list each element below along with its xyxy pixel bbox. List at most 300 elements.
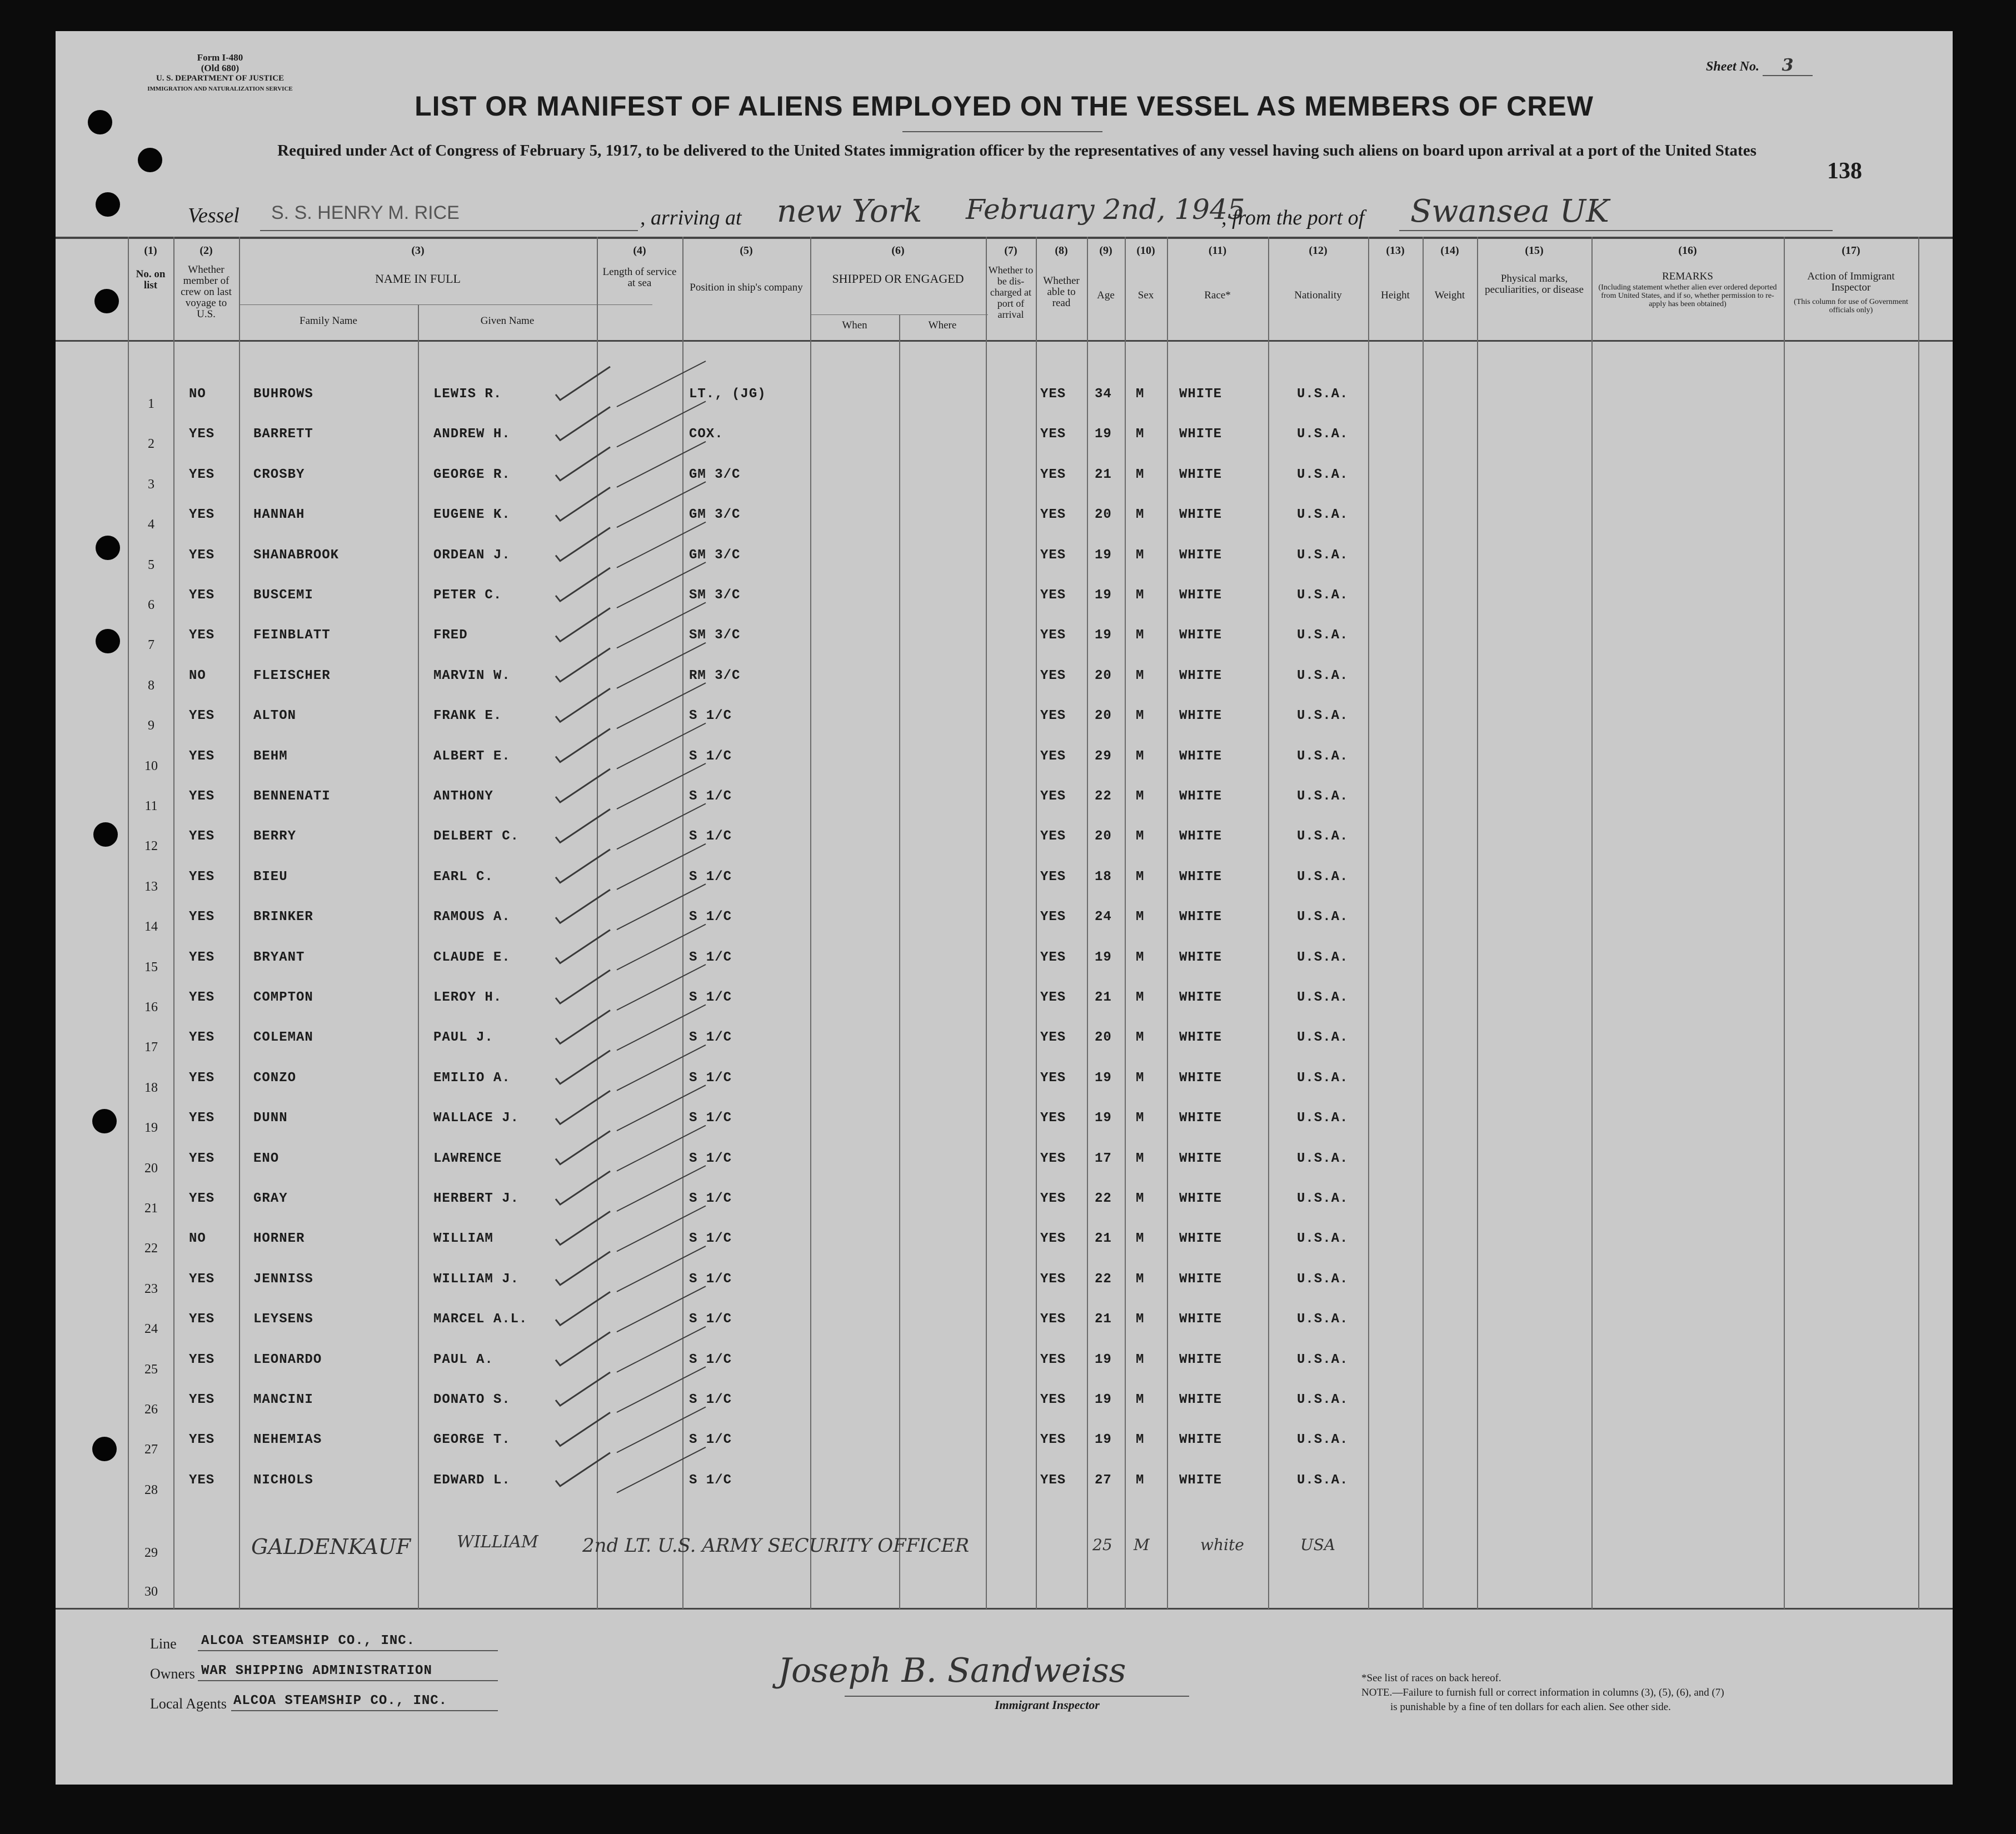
cell-position: S 1/C [689, 1432, 732, 1448]
cell-race: WHITE [1179, 748, 1222, 764]
col-num-3: (3) [411, 244, 425, 257]
cell-last-voyage: NO [189, 668, 206, 683]
cell-read: YES [1040, 1191, 1066, 1206]
service-slash [617, 562, 706, 608]
service-slash [617, 522, 706, 568]
cell-race: WHITE [1179, 1030, 1222, 1046]
cell-last-voyage: YES [189, 1392, 215, 1407]
col-head-read: Whether able to read [1043, 275, 1080, 309]
row-number: 11 [144, 799, 158, 813]
cell-family-name: JENNISS [253, 1271, 313, 1287]
cell-read: YES [1040, 1312, 1066, 1327]
check-mark [556, 487, 610, 521]
cell-position: S 1/C [689, 708, 732, 724]
col-head-age: Age [1097, 289, 1115, 301]
cell-age: 20 [1095, 829, 1112, 844]
cell-position: GM 3/C [689, 507, 741, 523]
cell-given-name: EMILIO A. [433, 1070, 511, 1086]
binder-hole [92, 1109, 117, 1133]
cell-read: YES [1040, 1352, 1066, 1367]
service-slash [617, 482, 706, 527]
cell-last-voyage: YES [189, 1352, 215, 1367]
cell-age: 18 [1095, 869, 1112, 884]
col-head-discharged: Whether to be dis-charged at port of arrival [988, 264, 1034, 320]
cell-sex: M [1136, 909, 1145, 925]
col-head-given: Given Name [480, 315, 535, 327]
row29-race: white [1200, 1536, 1244, 1554]
col-head-action-note: (This column for use of Government officials only) [1794, 298, 1908, 314]
row-number: 28 [144, 1482, 158, 1497]
cell-sex: M [1136, 748, 1145, 764]
cell-age: 17 [1095, 1151, 1112, 1166]
col-num-9: (9) [1099, 244, 1112, 257]
row-number: 16 [144, 1000, 158, 1015]
cell-position: S 1/C [689, 1271, 732, 1287]
cell-age: 19 [1095, 1070, 1112, 1086]
service-slash [617, 1126, 706, 1171]
col-num-4: (4) [633, 244, 646, 257]
col-num-13: (13) [1386, 244, 1405, 257]
line-underline [198, 1650, 498, 1651]
cell-nationality: U.S.A. [1297, 1111, 1349, 1126]
line-value: ALCOA STEAMSHIP CO., INC. [201, 1633, 416, 1648]
cell-race: WHITE [1179, 1392, 1222, 1407]
row-number: 20 [144, 1161, 158, 1176]
cell-age: 22 [1095, 1191, 1112, 1206]
cell-race: WHITE [1179, 427, 1222, 442]
binder-hole [96, 536, 120, 560]
arrival-port: new York [777, 193, 922, 229]
row29-given: WILLIAM [457, 1532, 538, 1552]
row29-position: 2nd LT. U.S. ARMY SECURITY OFFICER [582, 1535, 970, 1557]
cell-given-name: DELBERT C. [433, 829, 520, 844]
check-mark [556, 1372, 610, 1406]
cell-nationality: U.S.A. [1297, 1030, 1349, 1046]
cell-family-name: FEINBLATT [253, 628, 331, 643]
cell-position: S 1/C [689, 1312, 732, 1327]
line-label: Line [150, 1636, 177, 1652]
cell-sex: M [1136, 1151, 1145, 1166]
col-num-10: (10) [1136, 244, 1155, 257]
cell-nationality: U.S.A. [1297, 1231, 1349, 1247]
cell-nationality: U.S.A. [1297, 1191, 1349, 1206]
cell-sex: M [1136, 1432, 1145, 1448]
col-head-nationality: Nationality [1294, 289, 1342, 301]
cell-last-voyage: YES [189, 1472, 215, 1488]
cell-age: 19 [1095, 1392, 1112, 1407]
cell-position: GM 3/C [689, 467, 741, 482]
inspector-signature: Joseph B. Sandweiss [778, 1651, 1126, 1690]
cell-nationality: U.S.A. [1297, 1151, 1349, 1166]
cell-nationality: U.S.A. [1297, 869, 1349, 884]
service-slash [617, 1085, 706, 1131]
col-head-name: NAME IN FULL [375, 272, 461, 286]
cell-family-name: BIEU [253, 869, 288, 884]
col-head-remarks: REMARKS [1662, 271, 1713, 282]
col-head-physical: Physical marks, peculiarities, or disease [1485, 273, 1584, 296]
cell-nationality: U.S.A. [1297, 387, 1349, 402]
row-number: 6 [148, 598, 154, 612]
cell-given-name: WILLIAM J. [433, 1271, 520, 1287]
row-number: 4 [148, 517, 154, 532]
cell-nationality: U.S.A. [1297, 950, 1349, 965]
inspector-label: Immigrant Inspector [995, 1698, 1100, 1712]
binder-hole [96, 192, 120, 217]
cell-race: WHITE [1179, 1312, 1222, 1327]
cell-position: S 1/C [689, 789, 732, 804]
col-num-2: (2) [199, 244, 213, 257]
check-mark [556, 1453, 610, 1486]
cell-sex: M [1136, 1070, 1145, 1086]
cell-last-voyage: YES [189, 1111, 215, 1126]
row-number: 12 [144, 839, 158, 854]
cell-sex: M [1136, 708, 1145, 724]
cell-age: 21 [1095, 467, 1112, 482]
cell-last-voyage: YES [189, 1191, 215, 1206]
check-mark [556, 648, 610, 682]
cell-last-voyage: NO [189, 387, 206, 402]
cell-given-name: LEWIS R. [433, 387, 502, 402]
cell-age: 22 [1095, 789, 1112, 804]
col-head-no: No. on list [136, 268, 166, 291]
cell-family-name: BUSCEMI [253, 588, 313, 603]
cell-read: YES [1040, 869, 1066, 884]
manifest-sheet [56, 31, 1953, 1785]
service-slash [617, 401, 706, 447]
cell-sex: M [1136, 1111, 1145, 1126]
service-slash [617, 442, 706, 487]
agents-value: ALCOA STEAMSHIP CO., INC. [233, 1693, 448, 1708]
note-failure: NOTE.—Failure to furnish full or correct information in columns (3), (5), (6), and (7) [1361, 1687, 1724, 1698]
cell-race: WHITE [1179, 1191, 1222, 1206]
cell-age: 19 [1095, 547, 1112, 563]
cell-position: S 1/C [689, 990, 732, 1005]
cell-age: 20 [1095, 1030, 1112, 1046]
cell-position: S 1/C [689, 1151, 732, 1166]
cell-position: S 1/C [689, 1352, 732, 1367]
service-slash [617, 1327, 706, 1372]
cell-family-name: LEONARDO [253, 1352, 322, 1367]
check-mark [556, 407, 610, 440]
cell-age: 19 [1095, 1352, 1112, 1367]
service-slash [617, 1367, 706, 1412]
col-head-race: Race* [1204, 289, 1231, 301]
owners-value: WAR SHIPPING ADMINISTRATION [201, 1663, 432, 1678]
stamp-number: 138 [1827, 158, 1862, 184]
check-mark [556, 568, 610, 601]
col-num-12: (12) [1309, 244, 1328, 257]
cell-race: WHITE [1179, 628, 1222, 643]
binder-hole [92, 1437, 117, 1461]
cell-family-name: HANNAH [253, 507, 305, 523]
cell-read: YES [1040, 909, 1066, 925]
cell-position: S 1/C [689, 1472, 732, 1488]
col-num-11: (11) [1208, 244, 1227, 257]
cell-read: YES [1040, 708, 1066, 724]
row-number: 25 [144, 1362, 158, 1377]
footer-agents [150, 1633, 817, 1725]
vessel-label: Vessel [188, 204, 239, 227]
cell-last-voyage: YES [189, 909, 215, 925]
col-head-where: Where [928, 319, 957, 331]
col-head-height: Height [1381, 289, 1410, 301]
service-slash [617, 925, 706, 970]
cell-nationality: U.S.A. [1297, 427, 1349, 442]
check-mark [556, 608, 610, 641]
col-head-last-voyage: Whether member of crew on last voyage to U.S. [181, 264, 232, 320]
cell-race: WHITE [1179, 507, 1222, 523]
cell-position: S 1/C [689, 909, 732, 925]
cell-given-name: PETER C. [433, 588, 502, 603]
cell-position: S 1/C [689, 950, 732, 965]
cell-sex: M [1136, 427, 1145, 442]
cell-nationality: U.S.A. [1297, 507, 1349, 523]
cell-nationality: U.S.A. [1297, 547, 1349, 563]
note-fine: is punishable by a fine of ten dollars for each alien. See other side. [1390, 1701, 1671, 1713]
cell-given-name: RAMOUS A. [433, 909, 511, 925]
owners-underline [198, 1680, 498, 1681]
cell-family-name: CONZO [253, 1070, 297, 1086]
cell-position: RM 3/C [689, 668, 741, 683]
cell-last-voyage: YES [189, 708, 215, 724]
cell-read: YES [1040, 387, 1066, 402]
service-slash [617, 361, 706, 407]
cell-race: WHITE [1179, 1432, 1222, 1448]
cell-read: YES [1040, 1432, 1066, 1448]
page-subtitle: Required under Act of Congress of February 5, 1917, to be delivered to the United States immigration officer by the representatives of any vessel having such aliens on board upon arrival at a port of the United States [277, 142, 1756, 159]
row29-nationality: USA [1300, 1536, 1335, 1554]
cell-race: WHITE [1179, 387, 1222, 402]
cell-sex: M [1136, 950, 1145, 965]
cell-nationality: U.S.A. [1297, 789, 1349, 804]
from-port-label: , from the port of [1221, 206, 1365, 229]
row-number: 18 [144, 1080, 158, 1095]
cell-family-name: COLEMAN [253, 1030, 313, 1046]
cell-family-name: BUHROWS [253, 387, 313, 402]
vessel-name: S. S. HENRY M. RICE [271, 202, 460, 223]
row-number: 27 [144, 1442, 158, 1457]
cell-sex: M [1136, 1472, 1145, 1488]
cell-sex: M [1136, 387, 1145, 402]
cell-given-name: ANDREW H. [433, 427, 511, 442]
service-slash [617, 844, 706, 889]
cell-race: WHITE [1179, 950, 1222, 965]
cell-sex: M [1136, 1271, 1145, 1287]
check-mark [556, 447, 610, 481]
row29-age: 25 [1092, 1536, 1112, 1554]
cell-age: 20 [1095, 668, 1112, 683]
col-num-16: (16) [1678, 244, 1697, 257]
binder-hole [88, 110, 112, 134]
cell-age: 19 [1095, 1432, 1112, 1448]
cell-read: YES [1040, 1070, 1066, 1086]
row-number: 7 [148, 638, 154, 653]
service-slash [617, 1407, 706, 1452]
service-slash [617, 1286, 706, 1332]
row-number-30: 30 [144, 1585, 158, 1599]
cell-given-name: WILLIAM [433, 1231, 493, 1247]
cell-sex: M [1136, 1312, 1145, 1327]
check-mark [556, 688, 610, 722]
cell-last-voyage: YES [189, 789, 215, 804]
binder-hole [138, 148, 162, 172]
cell-read: YES [1040, 668, 1066, 683]
cell-age: 19 [1095, 950, 1112, 965]
cell-sex: M [1136, 1231, 1145, 1247]
footer-notes [1361, 1671, 1895, 1715]
cell-read: YES [1040, 507, 1066, 523]
cell-read: YES [1040, 789, 1066, 804]
cell-position: S 1/C [689, 1070, 732, 1086]
cell-nationality: U.S.A. [1297, 668, 1349, 683]
cell-last-voyage: YES [189, 990, 215, 1005]
row-number: 1 [148, 397, 154, 411]
service-slash [617, 1246, 706, 1292]
cell-nationality: U.S.A. [1297, 909, 1349, 925]
cell-sex: M [1136, 869, 1145, 884]
cell-last-voyage: YES [189, 1271, 215, 1287]
cell-race: WHITE [1179, 547, 1222, 563]
service-slash [617, 683, 706, 728]
cell-race: WHITE [1179, 829, 1222, 844]
cell-sex: M [1136, 789, 1145, 804]
cell-given-name: ORDEAN J. [433, 547, 511, 563]
cell-family-name: NEHEMIAS [253, 1432, 322, 1448]
cell-last-voyage: YES [189, 950, 215, 965]
cell-age: 20 [1095, 507, 1112, 523]
cell-read: YES [1040, 1111, 1066, 1126]
note-races: *See list of races on back hereof. [1361, 1672, 1501, 1684]
check-mark [556, 1091, 610, 1124]
cell-given-name: PAUL A. [433, 1352, 493, 1367]
agents-label: Local Agents [150, 1696, 227, 1712]
cell-sex: M [1136, 1191, 1145, 1206]
cell-read: YES [1040, 1030, 1066, 1046]
cell-last-voyage: YES [189, 1030, 215, 1046]
cell-sex: M [1136, 1352, 1145, 1367]
cell-age: 22 [1095, 1271, 1112, 1287]
cell-nationality: U.S.A. [1297, 1472, 1349, 1488]
check-mark [556, 1051, 610, 1084]
cell-given-name: FRED [433, 628, 468, 643]
cell-age: 27 [1095, 1472, 1112, 1488]
service-slash [617, 1206, 706, 1251]
check-mark [556, 1412, 610, 1446]
cell-read: YES [1040, 1271, 1066, 1287]
row-number: 22 [144, 1241, 158, 1256]
cell-given-name: HERBERT J. [433, 1191, 520, 1206]
col-head-remarks-note: (Including statement whether alien ever ordered deported from United States, and if so, whether permission to re-apply has been obtained) [1598, 283, 1777, 308]
cell-last-voyage: YES [189, 1070, 215, 1086]
cell-last-voyage: YES [189, 748, 215, 764]
check-mark [556, 1010, 610, 1043]
form-id: Form I-480 [197, 52, 243, 63]
row-number: 13 [144, 879, 158, 894]
cell-given-name: MARCEL A.L. [433, 1312, 528, 1327]
row-number: 5 [148, 557, 154, 572]
cell-read: YES [1040, 1231, 1066, 1247]
cell-family-name: COMPTON [253, 990, 313, 1005]
check-mark [556, 1171, 610, 1205]
cell-position: LT., (JG) [689, 387, 766, 402]
col-num-1: (1) [144, 244, 157, 257]
cell-read: YES [1040, 588, 1066, 603]
cell-nationality: U.S.A. [1297, 1352, 1349, 1367]
cell-family-name: ENO [253, 1151, 280, 1166]
check-mark [556, 1211, 610, 1245]
cell-race: WHITE [1179, 588, 1222, 603]
check-mark [556, 1131, 610, 1165]
row29-family: GALDENKAUF [251, 1535, 411, 1559]
cell-read: YES [1040, 1472, 1066, 1488]
cell-given-name: EUGENE K. [433, 507, 511, 523]
col-head-action: Action of Immigrant Inspector [1807, 271, 1895, 293]
cell-race: WHITE [1179, 1111, 1222, 1126]
cell-family-name: HORNER [253, 1231, 305, 1247]
cell-nationality: U.S.A. [1297, 829, 1349, 844]
col-num-6: (6) [891, 244, 905, 257]
cell-nationality: U.S.A. [1297, 748, 1349, 764]
cell-family-name: ALTON [253, 708, 297, 724]
cell-last-voyage: YES [189, 628, 215, 643]
service-slash [617, 1045, 706, 1091]
row-number: 19 [144, 1121, 158, 1136]
cell-last-voyage: YES [189, 869, 215, 884]
cell-given-name: CLAUDE E. [433, 950, 511, 965]
cell-nationality: U.S.A. [1297, 1070, 1349, 1086]
sheet-value: 3 [1763, 56, 1813, 76]
cell-family-name: BRINKER [253, 909, 313, 925]
cell-family-name: FLEISCHER [253, 668, 331, 683]
check-mark [556, 769, 610, 802]
col-num-5: (5) [740, 244, 753, 257]
cell-position: S 1/C [689, 1392, 732, 1407]
cell-family-name: BARRETT [253, 427, 313, 442]
row-number: 21 [144, 1201, 158, 1216]
cell-family-name: GRAY [253, 1191, 288, 1206]
binder-hole [93, 822, 118, 847]
cell-family-name: CROSBY [253, 467, 305, 482]
cell-race: WHITE [1179, 708, 1222, 724]
cell-family-name: SHANABROOK [253, 547, 340, 563]
cell-nationality: U.S.A. [1297, 1432, 1349, 1448]
cell-sex: M [1136, 467, 1145, 482]
cell-position: S 1/C [689, 1231, 732, 1247]
cell-age: 21 [1095, 990, 1112, 1005]
cell-race: WHITE [1179, 909, 1222, 925]
check-mark [556, 889, 610, 923]
cell-position: S 1/C [689, 1030, 732, 1046]
cell-race: WHITE [1179, 668, 1222, 683]
cell-read: YES [1040, 467, 1066, 482]
arrival-date: February 2nd, 1945 [966, 193, 1245, 226]
cell-race: WHITE [1179, 1231, 1222, 1247]
cell-age: 19 [1095, 1111, 1112, 1126]
cell-nationality: U.S.A. [1297, 1392, 1349, 1407]
row-number: 14 [144, 920, 158, 935]
cell-last-voyage: YES [189, 427, 215, 442]
cell-race: WHITE [1179, 1472, 1222, 1488]
cell-read: YES [1040, 748, 1066, 764]
cell-position: S 1/C [689, 869, 732, 884]
col-num-17: (17) [1842, 244, 1860, 257]
check-mark [556, 367, 610, 400]
cell-given-name: EDWARD L. [433, 1472, 511, 1488]
col-num-7: (7) [1004, 244, 1017, 257]
cell-sex: M [1136, 588, 1145, 603]
cell-read: YES [1040, 547, 1066, 563]
cell-age: 29 [1095, 748, 1112, 764]
